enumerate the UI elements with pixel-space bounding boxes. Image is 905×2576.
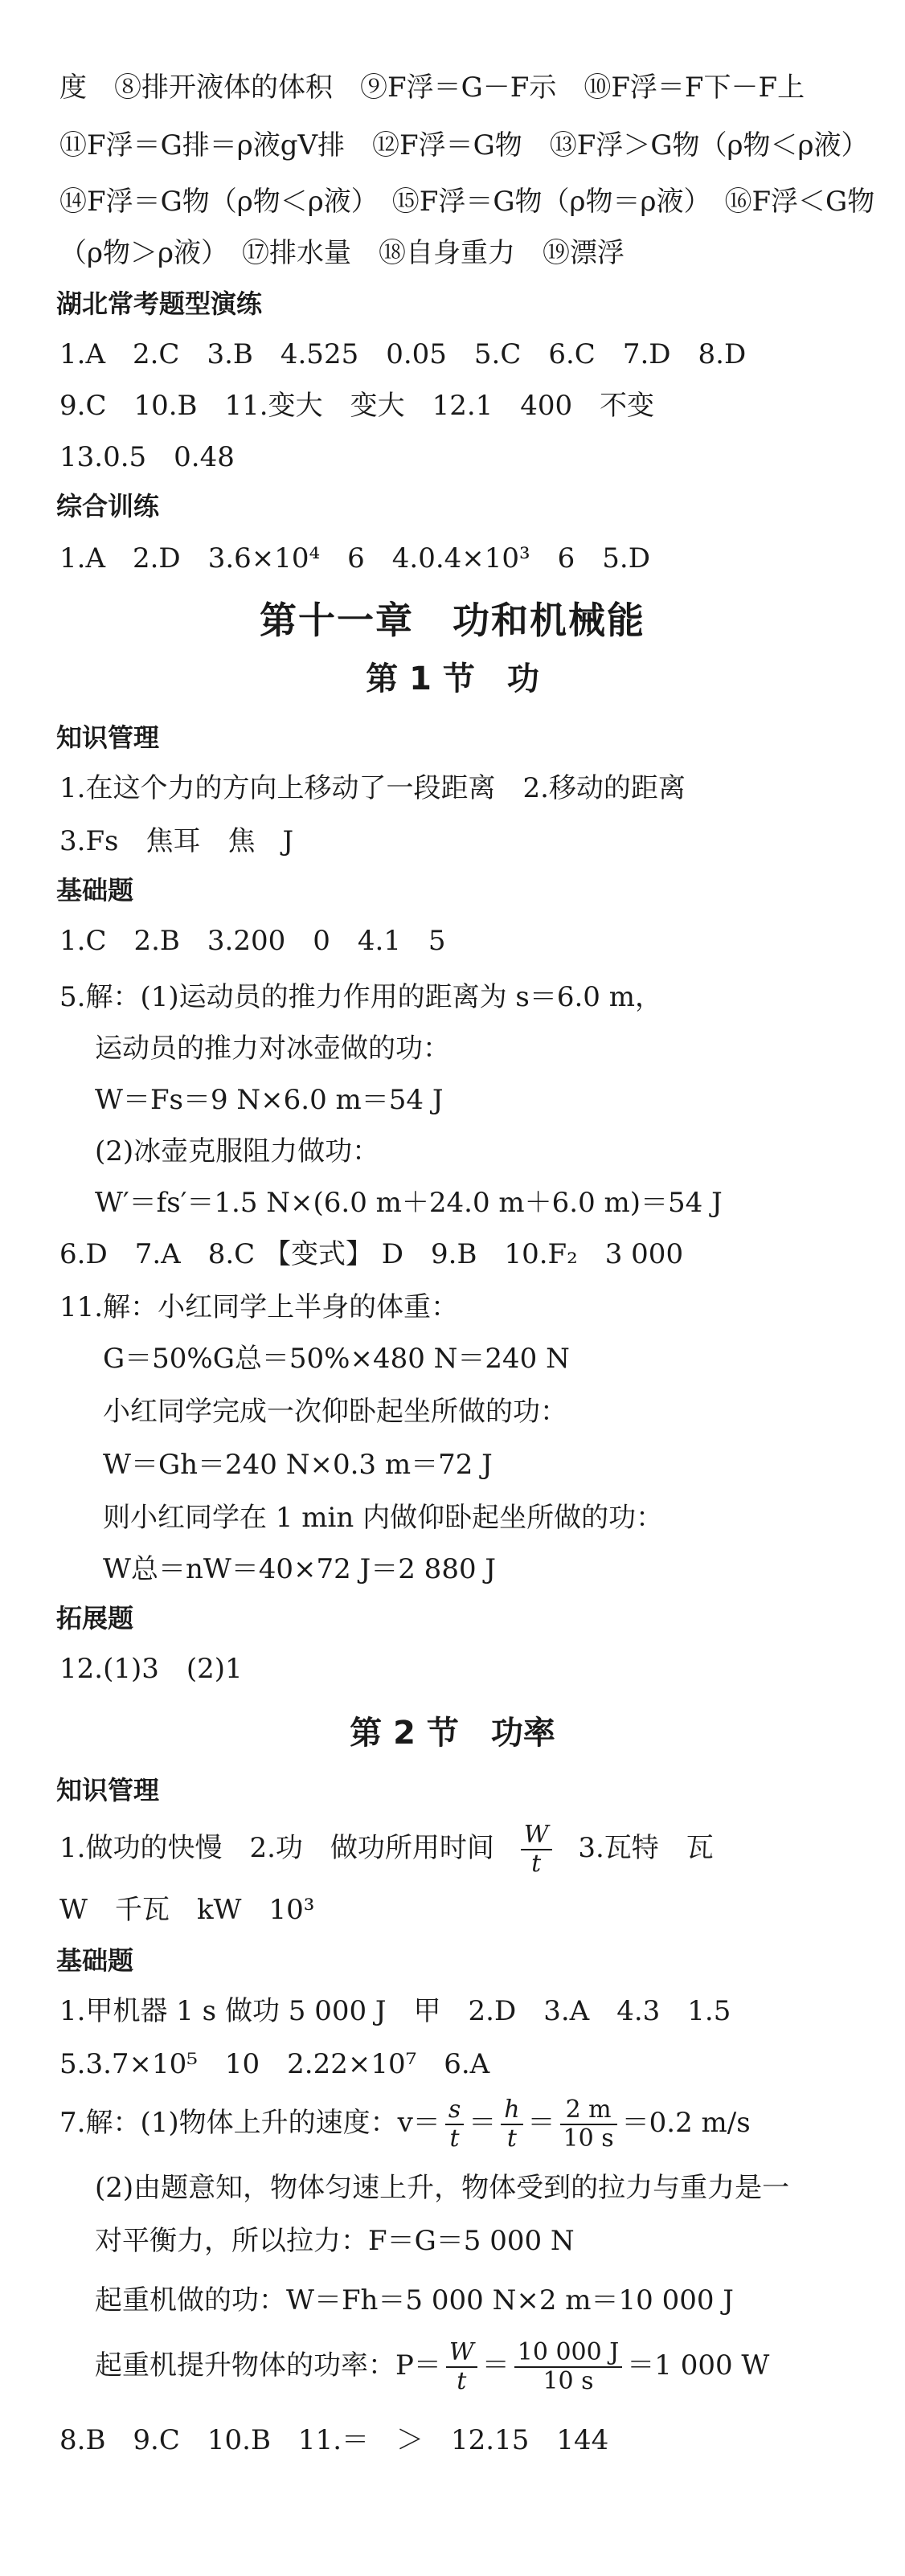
- text-line: W总＝nW＝40×72 J＝2 880 J: [103, 1553, 497, 1585]
- fraction-denominator: 10 s: [543, 2367, 594, 2395]
- text-line: (2)由题意知，物体匀速上升，物体受到的拉力与重力是一: [95, 2172, 790, 2204]
- fraction: [514, 2339, 623, 2395]
- text-line: 1.A 2.C 3.B 4.525 0.05 5.C 6.C 7.D 8.D: [59, 338, 747, 370]
- fraction-denominator: 10 s: [563, 2124, 614, 2153]
- text-line: 1.A 2.D 3.6×10⁴ 6 4.0.4×10³ 6 5.D: [59, 542, 651, 574]
- text-span: 7.解：(1)物体上升的速度：v＝: [59, 2107, 440, 2139]
- text-line: 对平衡力，所以拉力：F＝G＝5 000 N: [95, 2225, 575, 2257]
- fraction-numerator: s: [445, 2096, 464, 2125]
- fraction-denominator: t: [457, 2367, 467, 2395]
- text-span: ＝0.2 m/s: [621, 2107, 751, 2139]
- text-line: W′＝fs′＝1.5 N×(6.0 m＋24.0 m＋6.0 m)＝54 J: [95, 1187, 723, 1219]
- fraction: [446, 2339, 477, 2395]
- fraction: [501, 2096, 522, 2153]
- text-line: 3.Fs 焦耳 焦 J: [59, 825, 294, 857]
- text-line: 8.B 9.C 10.B 11.＝ ＞ 12.15 144: [59, 2424, 609, 2456]
- section-title: 第 1 节 功: [366, 660, 539, 697]
- text-line: 小红同学完成一次仰卧起坐所做的功：: [103, 1396, 567, 1428]
- subsection-heading: 基础题: [56, 875, 134, 906]
- text-span: 3.瓦特 瓦: [578, 1832, 714, 1864]
- chapter-title: 第十一章 功和机械能: [260, 599, 645, 642]
- fraction: [560, 2096, 617, 2153]
- equals-sign: ＝: [469, 2107, 497, 2139]
- text-line: 11.解：小红同学上半身的体重：: [59, 1291, 459, 1323]
- fraction-numerator: 2 m: [560, 2096, 617, 2125]
- fraction: [521, 1822, 552, 1878]
- section-title: 第 2 节 功率: [350, 1715, 555, 1752]
- text-line: 1.在这个力的方向上移动了一段距离 2.移动的距离: [59, 772, 686, 804]
- text-line: 则小红同学在 1 min 内做仰卧起坐所做的功：: [103, 1502, 664, 1534]
- text-span: 1.做功的快慢 2.功 做功所用时间: [59, 1832, 494, 1864]
- text-line: W＝Gh＝240 N×0.3 m＝72 J: [103, 1449, 493, 1481]
- text-span: ＝1 000 W: [627, 2349, 770, 2382]
- text-line: [95, 2335, 873, 2396]
- fraction-numerator: W: [521, 1822, 552, 1850]
- text-line: ⑭F浮＝G物（ρ物＜ρ液） ⑮F浮＝G物（ρ物＝ρ液） ⑯F浮＜G物: [59, 186, 875, 218]
- section-heading: 湖北常考题型演练: [56, 288, 263, 319]
- text-line: [59, 2092, 873, 2153]
- fraction-numerator: W: [446, 2339, 477, 2368]
- subsection-heading: 拓展题: [56, 1603, 134, 1634]
- fraction-denominator: t: [449, 2124, 460, 2153]
- subsection-heading: 知识管理: [56, 1775, 160, 1805]
- text-line: 1.甲机器 1 s 做功 5 000 J 甲 2.D 3.A 4.3 1.5: [59, 1995, 731, 2027]
- text-line: 5.解：(1)运动员的推力作用的距离为 s＝6.0 m，: [59, 981, 662, 1013]
- text-line: (2)冰壶克服阻力做功：: [95, 1135, 380, 1167]
- text-line: G＝50%G总＝50%×480 N＝240 N: [103, 1343, 570, 1375]
- subsection-heading: 知识管理: [56, 722, 160, 753]
- text-line: W＝Fs＝9 N×6.0 m＝54 J: [95, 1084, 444, 1116]
- text-line: 5.3.7×10⁵ 10 2.22×10⁷ 6.A: [59, 2048, 490, 2080]
- text-span: 起重机提升物体的功率：P＝: [95, 2349, 441, 2382]
- subsection-heading: 基础题: [56, 1945, 134, 1976]
- equals-sign: ＝: [481, 2349, 510, 2382]
- fraction-denominator: t: [531, 1850, 542, 1878]
- text-line: 6.D 7.A 8.C 【变式】 D 9.B 10.F₂ 3 000: [59, 1238, 684, 1270]
- text-line: 度 ⑧排开液体的体积 ⑨F浮＝G－F示 ⑩F浮＝F下－F上: [59, 72, 805, 104]
- text-line: W 千瓦 kW 10³: [59, 1894, 315, 1926]
- text-line: [59, 1818, 873, 1879]
- fraction-numerator: 10 000 J: [514, 2339, 623, 2368]
- text-line: 运动员的推力对冰壶做的功：: [95, 1032, 450, 1065]
- equals-sign: ＝: [527, 2107, 555, 2139]
- text-line: 1.C 2.B 3.200 0 4.1 5: [59, 925, 446, 957]
- text-line: 起重机做的功：W＝Fh＝5 000 N×2 m＝10 000 J: [95, 2284, 734, 2316]
- fraction: [445, 2096, 464, 2153]
- section-heading: 综合训练: [56, 491, 160, 521]
- text-line: （ρ物＞ρ液） ⑰排水量 ⑱自身重力 ⑲漂浮: [59, 237, 624, 269]
- text-line: 9.C 10.B 11.变大 变大 12.1 400 不变: [59, 390, 655, 422]
- text-line: ⑪F浮＝G排＝ρ液gV排 ⑫F浮＝G物 ⑬F浮＞G物（ρ物＜ρ液）: [59, 129, 869, 162]
- fraction-numerator: h: [501, 2096, 522, 2125]
- text-line: 12.(1)3 (2)1: [59, 1653, 243, 1685]
- text-line: 13.0.5 0.48: [59, 441, 235, 473]
- fraction-denominator: t: [506, 2124, 517, 2153]
